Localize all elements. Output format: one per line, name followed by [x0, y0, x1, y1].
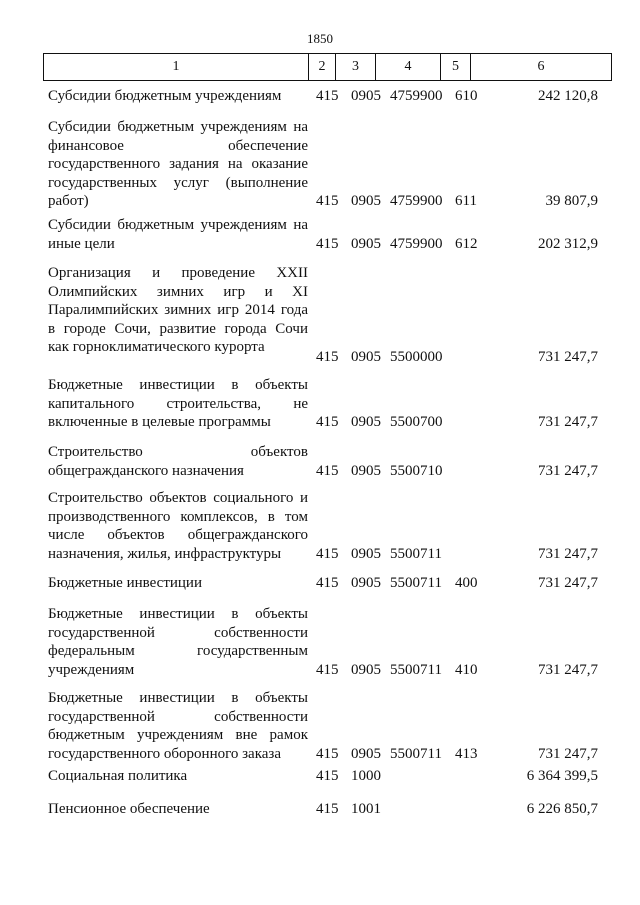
row-type-code: 410	[455, 661, 478, 678]
row-name: Субсидии бюджетным учреждениям на иные цели	[48, 217, 308, 252]
row-ministry-code: 415	[316, 745, 339, 762]
row-amount: 731 247,7	[538, 661, 598, 678]
row-section-code: 0905	[351, 348, 381, 365]
row-name: Бюджетные инвестиции	[48, 575, 202, 591]
row-ministry-code: 415	[316, 193, 339, 209]
row-section-code: 0905	[351, 661, 381, 678]
table-row	[0, 376, 640, 432]
row-section-code: 1000	[351, 768, 381, 784]
row-name: Пенсионное обеспечение	[48, 801, 210, 817]
row-type-code: 611	[455, 193, 477, 209]
row-target-code: 5500711	[390, 545, 442, 562]
row-ministry-code: 415	[316, 545, 339, 562]
row-section-code: 0905	[351, 88, 381, 104]
row-ministry-code: 415	[316, 88, 339, 104]
row-amount: 39 807,9	[545, 193, 598, 209]
row-target-code: 4759900	[390, 193, 443, 209]
column-header-table	[43, 53, 612, 81]
row-name: Строительство объектов общегражданского назначения	[48, 444, 308, 479]
row-ministry-code: 415	[316, 235, 339, 252]
table-row	[0, 767, 640, 786]
row-section-code: 0905	[351, 193, 381, 209]
row-target-code: 5500711	[390, 661, 442, 678]
row-target-code: 4759900	[390, 88, 443, 104]
row-type-code: 413	[455, 745, 478, 762]
column-header-5: 5	[441, 54, 471, 81]
table-row	[0, 574, 640, 593]
row-section-code: 0905	[351, 545, 381, 562]
table-row	[0, 689, 640, 763]
table-row	[0, 216, 640, 253]
column-header-1: 1	[44, 54, 309, 81]
table-row	[0, 800, 640, 819]
row-target-code: 4759900	[390, 235, 443, 252]
row-name: Социальная политика	[48, 768, 188, 784]
row-target-code: 5500700	[390, 414, 443, 430]
row-section-code: 0905	[351, 745, 381, 762]
row-section-code: 0905	[351, 462, 381, 479]
column-header-row	[44, 54, 612, 81]
row-target-code: 5500710	[390, 462, 443, 479]
row-name: Субсидии бюджетным учреждениям	[48, 88, 282, 104]
row-name: Субсидии бюджетным учреждениям на финансовое обеспечение государственного задания на оказание государственных услуг (выполнение работ)	[48, 119, 308, 209]
row-type-code: 400	[455, 575, 478, 591]
table-row	[0, 489, 640, 563]
row-amount: 202 312,9	[538, 235, 598, 252]
row-amount: 731 247,7	[538, 414, 598, 430]
row-section-code: 1001	[351, 801, 381, 817]
row-section-code: 0905	[351, 235, 381, 252]
table-row	[0, 264, 640, 366]
row-target-code: 5500000	[390, 348, 443, 365]
row-ministry-code: 415	[316, 661, 339, 678]
row-amount: 731 247,7	[538, 545, 598, 562]
row-type-code: 610	[455, 88, 478, 104]
row-ministry-code: 415	[316, 575, 339, 591]
row-amount: 731 247,7	[538, 462, 598, 479]
row-ministry-code: 415	[316, 768, 339, 784]
column-header-6: 6	[471, 54, 612, 81]
row-amount: 6 226 850,7	[526, 801, 598, 817]
row-amount: 731 247,7	[538, 745, 598, 762]
row-section-code: 0905	[351, 575, 381, 591]
row-ministry-code: 415	[316, 801, 339, 817]
table-row	[0, 605, 640, 679]
table-row	[0, 443, 640, 480]
page-number: 1850	[307, 31, 333, 46]
row-ministry-code: 415	[316, 414, 339, 430]
row-name: Строительство объектов социального и производственного комплексов, в том числе объектов общегражданского назначения, жилья, инфраструктуры	[48, 490, 308, 562]
row-name: Бюджетные инвестиции в объекты капитального строительства, не включенные в целевые программы	[48, 377, 308, 430]
row-type-code: 612	[455, 235, 478, 252]
row-section-code: 0905	[351, 414, 381, 430]
row-name: Бюджетные инвестиции в объекты государственной собственности федеральным государственным учреждениям	[48, 606, 308, 678]
row-target-code: 5500711	[390, 575, 442, 591]
column-header-3: 3	[336, 54, 376, 81]
row-name: Бюджетные инвестиции в объекты государственной собственности бюджетным учреждениям вне рамок государственного оборонного заказа	[48, 690, 308, 762]
column-header-2: 2	[309, 54, 336, 81]
row-amount: 731 247,7	[538, 575, 598, 591]
row-ministry-code: 415	[316, 462, 339, 479]
row-amount: 731 247,7	[538, 348, 598, 365]
row-amount: 6 364 399,5	[526, 768, 598, 784]
column-header-4: 4	[376, 54, 441, 81]
table-row	[0, 118, 640, 211]
row-name: Организация и проведение XXII Олимпийских зимних игр и XI Паралимпийских зимних игр 2014 года в городе Сочи, развитие города Сочи как горноклиматического курорта	[48, 265, 308, 355]
row-amount: 242 120,8	[538, 88, 598, 104]
table-row	[0, 87, 640, 106]
row-ministry-code: 415	[316, 348, 339, 365]
row-target-code: 5500711	[390, 745, 442, 762]
